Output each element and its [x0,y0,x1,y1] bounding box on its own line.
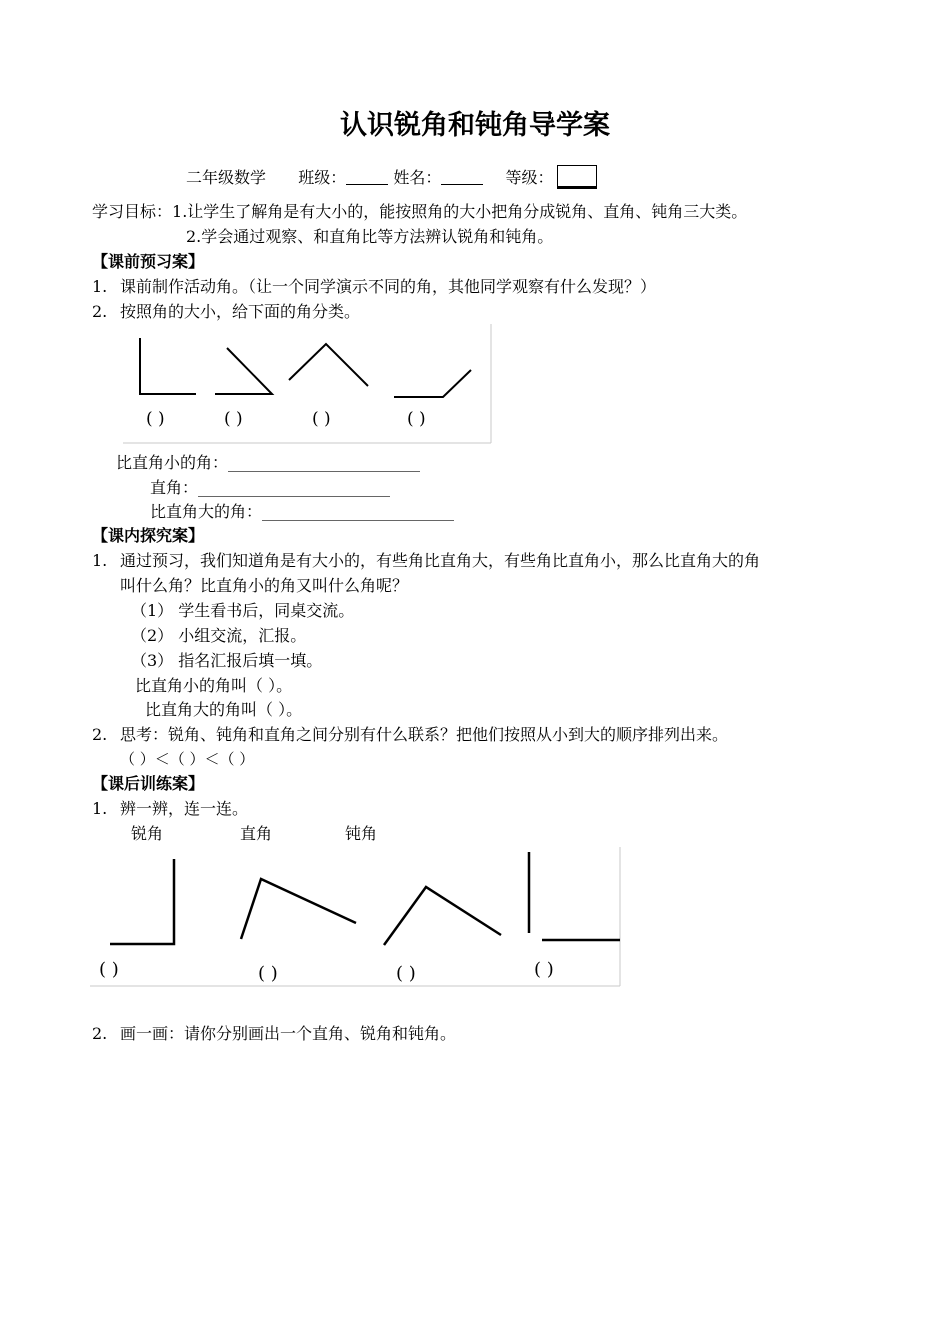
match-angle-obtuse-icon [241,879,356,939]
match-angle-right-icon [110,859,174,944]
fill-smaller-than-right[interactable]: 比直角小的角：________________________ [116,453,421,472]
class-blank[interactable] [346,168,388,185]
explore-q1-line-1: 通过预习，我们知道角是有大小的，有些角比直角大，有些角比直角小，那么比直角大的角 [120,551,761,570]
label-obtuse[interactable]: 钝角 [345,824,378,843]
match-angle-acute-icon [384,887,501,945]
practice-q2: 画一画：请你分别画出一个直角、锐角和钝角。 [120,1024,457,1043]
name-blank[interactable] [441,168,483,185]
page-title: 认识锐角和钝角导学案 [340,110,610,141]
angle-acute-icon [215,348,272,394]
paren-4[interactable]: ( ) [407,409,426,429]
preview-q1: 课前制作活动角。（让一个同学演示不同的角，其他同学观察有什么发现？） [120,277,657,296]
fill-obtuse-name[interactable]: 比直角大的角叫（ ）。 [145,700,303,719]
explore-q1-line-2: 叫什么角？比直角小的角又叫什么角呢？ [120,576,409,595]
info-line [186,165,597,189]
preview-heading: 【课前预习案】 [92,252,205,271]
paren-2[interactable]: ( ) [224,409,243,429]
practice-q1-num: 1. [92,799,108,818]
subject-label: 二年级数学 [186,168,267,187]
preview-q2: 按照角的大小，给下面的角分类。 [120,302,361,321]
objective-item-2: 2.学会通过观察、和直角比等方法辨认锐角和钝角。 [186,227,554,246]
match-paren-3[interactable]: ( ) [396,963,416,984]
fill-acute-name[interactable]: 比直角小的角叫（ ）。 [135,676,293,695]
fill-right-angle[interactable]: 直角：________________________ [150,478,391,497]
fill-larger-than-right[interactable]: 比直角大的角：________________________ [150,502,455,521]
objective-label: 学习目标： [92,202,173,221]
match-paren-4[interactable]: ( ) [534,959,554,980]
angle-figure-2 [90,847,621,987]
angle-figure-1-svg [123,324,493,444]
explore-step-3: （3） 指名汇报后填一填。 [131,651,323,670]
objective-line-1 [92,201,747,223]
explore-step-2: （2） 小组交流，汇报。 [131,626,307,645]
match-paren-1[interactable]: ( ) [99,959,119,980]
practice-heading: 【课后训练案】 [92,774,205,793]
explore-step-1: （1） 学生看书后，同桌交流。 [131,601,355,620]
explore-q1-num: 1. [92,551,108,570]
angle-obtuse-icon [289,344,368,386]
angle-figure-1 [123,324,493,444]
grade-box[interactable] [557,165,597,189]
paren-3[interactable]: ( ) [312,409,331,429]
practice-q2-num: 2. [92,1024,108,1043]
explore-q2: 思考：锐角、钝角和直角之间分别有什么联系？把他们按照从小到大的顺序排列出来。 [120,725,729,744]
paren-1[interactable]: ( ) [146,409,165,429]
order-blanks[interactable]: （ ）＜（ ）＜（ ） [120,750,255,768]
grade-label: 等级： [505,168,554,187]
angle-flat-obtuse-icon [394,370,471,397]
label-acute[interactable]: 锐角 [131,824,164,843]
name-label: 姓名： [393,168,442,187]
explore-q2-num: 2. [92,725,108,744]
preview-q1-num: 1. [92,277,108,296]
label-right[interactable]: 直角 [240,824,273,843]
class-label: 班级： [298,168,347,187]
match-paren-2[interactable]: ( ) [258,963,278,984]
practice-q1: 辨一辨，连一连。 [120,799,249,818]
explore-heading: 【课内探究案】 [92,526,205,545]
preview-q2-num: 2. [92,302,108,321]
angle-right-icon [140,338,196,394]
objective-item-1: 1.让学生了解角是有大小的，能按照角的大小把角分成锐角、直角、钝角三大类。 [172,202,748,221]
